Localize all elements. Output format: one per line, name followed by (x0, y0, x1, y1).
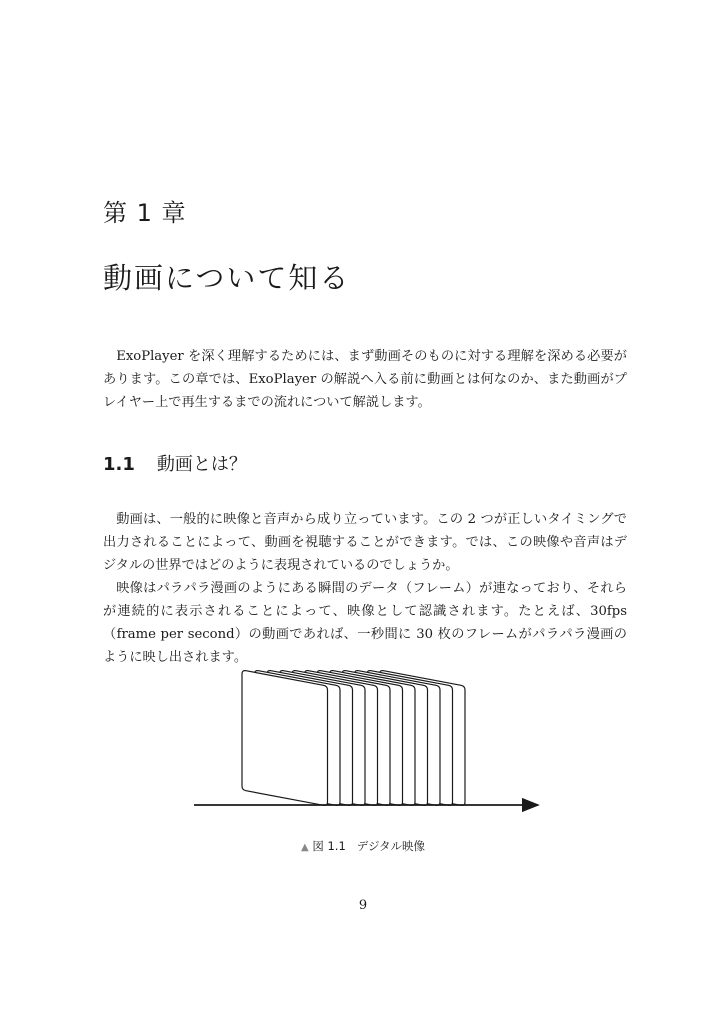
intro-paragraph: ExoPlayer を深く理解するためには、まず動画そのものに対する理解を深める必要があります。この章では、ExoPlayer の解説へ入る前に動画とは何なのか、また動画がプレイヤー上で再生するまでの流れについて解説します。 (103, 349, 627, 410)
section-paragraph: 映像はパラパラ漫画のようにある瞬間のデータ（フレーム）が連なっており、それらが連続的に表示されることによって、映像として認識されます。たとえば、30fps（frame per second）の動画であれば、一秒間に 30 枚のフレームがパラパラ漫画のように映し出されます。 (103, 581, 627, 665)
caption-triangle-icon: ▲ (300, 842, 309, 853)
section-number: 1.1 (103, 454, 135, 475)
video-frame (242, 671, 328, 806)
chapter-title: 動画について知る (103, 261, 351, 295)
caption-number: 図 1.1 (312, 839, 346, 853)
section-body (103, 508, 627, 669)
digital-video-figure (190, 660, 550, 820)
intro-text (103, 345, 627, 414)
section-paragraph: 動画は、一般的に映像と音声から成り立っています。この 2 つが正しいタイミングで出力されることによって、動画を視聴することができます。では、この映像や音声はデジタルの世界ではどのように表現されているのでしょうか。 (103, 512, 627, 573)
chapter-label: 第 1 章 (103, 199, 187, 227)
section-heading (103, 450, 247, 476)
frames-illustration (190, 660, 550, 820)
figure-caption (0, 838, 726, 854)
section-title: 動画とは？ (156, 454, 247, 475)
page-number: 9 (358, 898, 368, 913)
caption-text: デジタル映像 (356, 839, 426, 853)
